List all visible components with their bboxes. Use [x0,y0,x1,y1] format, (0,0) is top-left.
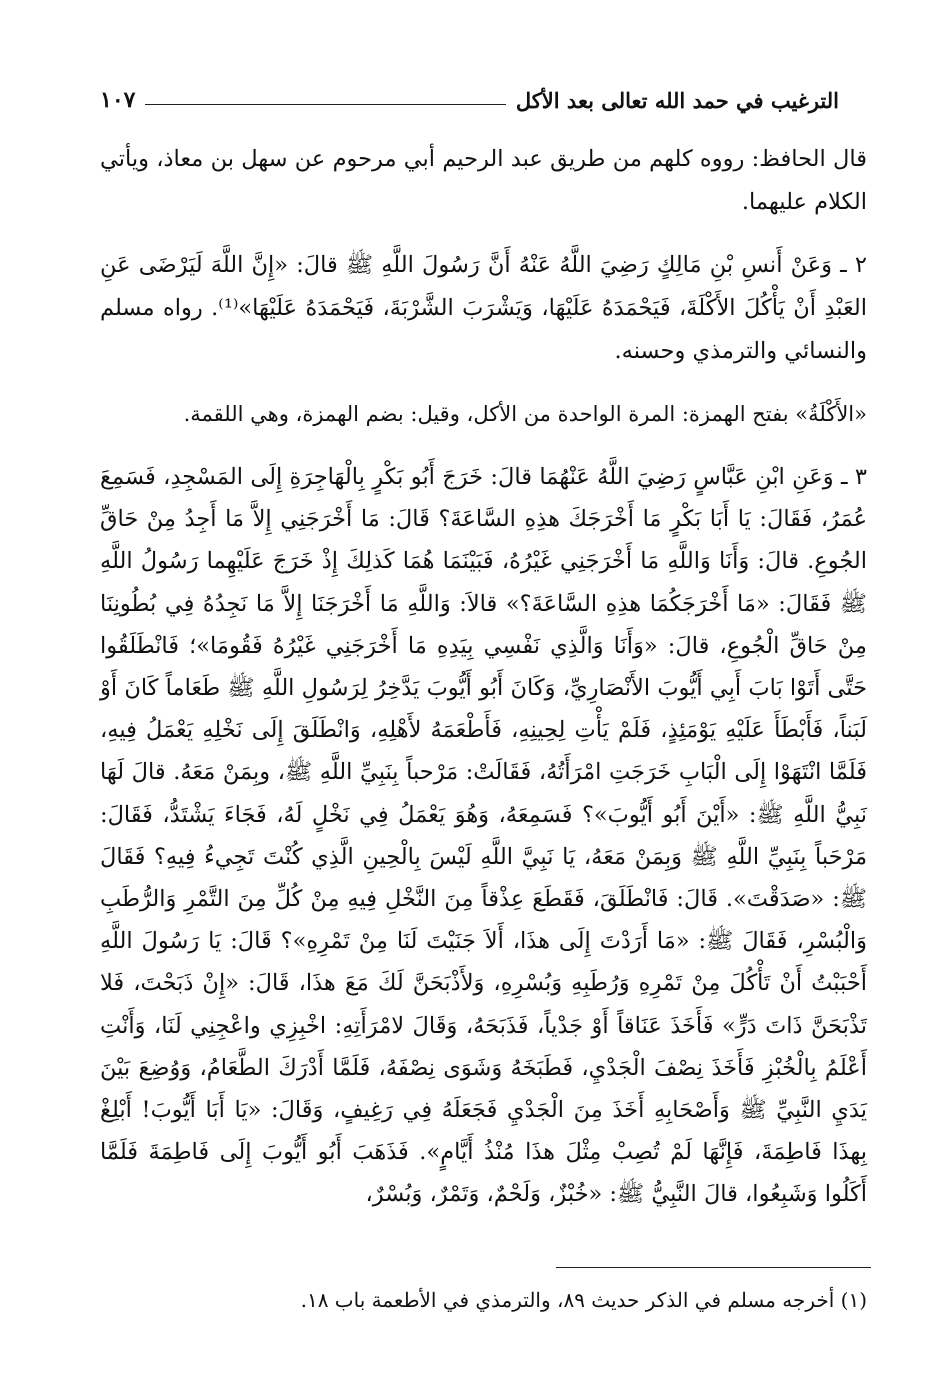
header-rule [145,104,505,105]
hafiz-note-paragraph: قال الحافظ: رووه كلهم من طريق عبد الرحيم أبي مرحوم عن سهل بن معاذ، ويأتي الكلام عليهما. [100,146,867,215]
page-number: ١٠٧ [100,87,136,113]
footnote: (١) أخرجه مسلم في الذكر حديث ٨٩، والترمذي في الأطعمة باب ١٨. [300,1288,867,1312]
gloss-paragraph: «الأَكْلَةُ» بفتح الهمزة: المرة الواحدة من الأكل، وقيل: بضم الهمزة، وهي اللقمة. [183,402,867,426]
body-text [100,138,867,1236]
running-title: الترغيب في حمد الله تعالى بعد الأكل [515,87,839,113]
hadith-2-paragraph: ٢ ـ وَعَنْ أَنسِ بْنِ مَالِكٍ رَضِيَ اللَّهُ عَنْهُ أَنَّ رَسُولَ اللَّهِ ﷺ قالَ: «إِنَّ اللَّهَ لَيَرْضَى عَنِ العَبْدِ أَنْ يَأْكُلَ الأَكْلَةَ، فَيَحْمَدَهُ عَلَيْهَا، وَيَشْرَبَ الشَّرْبَةَ، فَيَحْمَدَهُ عَلَيْهَا»⁽¹⁾. رواه مسلم والنسائي والترمذي وحسنه. [100,252,867,364]
hadith-3-paragraph: ٣ ـ وَعَنِ ابْنِ عَبَّاسٍ رَضِيَ اللَّهُ عَنْهُمَا قالَ: خَرَجَ أَبُو بَكْرٍ بِالْهَاجِرَةِ إِلَى المَسْجِدِ، فَسَمِعَ عُمَرُ، فَقَالَ: يَا أَبَا بَكْرٍ مَا أَخْرَجَكَ هذِهِ السَّاعَةَ؟ قَالَ: مَا أَخْرَجَنِي إِلاَّ مَا أَجِدُ مِنْ حَاقِّ الجُوعِ. قالَ: وَأَنَا وَاللَّهِ مَا أَخْرَجَنِي غَيْرُهُ، فَبَيْنَمَا هُمَا كَذلِكَ إِذْ خَرَجَ عَلَيْهِما رَسُولُ اللَّهِ ﷺ فَقَالَ: «مَا أَخْرَجَكُمَا هذِهِ السَّاعَةَ؟» قالاَ: وَاللَّهِ مَا أَخْرَجَنَا إِلاَّ مَا نَجِدُهُ فِي بُطُونِنَا مِنْ حَاقِّ الْجُوعِ، قالَ: «وَأَنَا وَالَّذِي نَفْسِي بِيَدِهِ مَا أَخْرَجَنِي غَيْرُهُ فَقُومَا»؛ فَانْطَلَقُوا حَتَّى أَتَوْا بَابَ أَبِي أَيُّوبَ الأَنْصَارِيِّ، وَكَانَ أَبُو أَيُّوبَ يَدَّخِرُ لِرَسُولِ اللَّهِ ﷺ طَعَاماً كَانَ أَوْ لَبَناً، فَأَبْطَأَ عَلَيْهِ يَوْمَئِذٍ، فَلَمْ يَأْتِ لِحِينِهِ، فَأَطْعَمَهُ لأَهْلِهِ، وَانْطَلَقَ إِلَى نَخْلِهِ يَعْمَلُ فِيهِ، فَلَمَّا انْتَهَوْا إِلَى الْبَابِ خَرَجَتِ امْرَأَتُهُ، فَقَالَتْ: مَرْحباً بِنَبِيِّ اللَّهِ ﷺ، وبِمَنْ مَعَهُ. قالَ لَهَا نَبِيُّ اللَّهِ ﷺ: «أَيْنَ أَبُو أَيُّوبَ»؟ فَسَمِعَهُ، وَهُوَ يَعْمَلُ فِي نَخْلٍ لَهُ، فَجَاءَ يَشْتَدُّ، فَقَالَ: مَرْحَباً بِنَبِيِّ اللَّهِ ﷺ وَبِمَنْ مَعَهُ، يَا نَبِيَّ اللَّهِ لَيْسَ بِالْحِينِ الَّذِي كُنْتَ تَجِيءُ فِيهِ؟ فَقَالَ ﷺ: «صَدَقْتَ». قَالَ: فَانْطَلَقَ، فَقَطَعَ عِذْقاً مِنَ النَّخْلِ فِيهِ مِنْ كُلِّ مِنَ التَّمْرِ وَالرُّطَبِ وَالْبُسْرِ، فَقَالَ ﷺ: «مَا أَرَدْتَ إِلَى هذَا، أَلاَ جَنَيْتَ لَنَا مِنْ تَمْرِهِ»؟ قَالَ: يَا رَسُولَ اللَّهِ أَحْبَبْتُ أَنْ تَأْكُلَ مِنْ تَمْرِهِ وَرُطَبِهِ وَبُسْرِهِ، وَلأَذْبَحَنَّ لَكَ مَعَ هذَا، قَالَ: «إِنْ ذَبَحْتَ، فَلا تَذْبَحَنَّ ذَاتَ دَرٍّ» فَأَخَذَ عَنَاقاً أَوْ جَدْياً، فَذَبَحَهُ، وَقَالَ لامْرَأَتِهِ: اخْبِزِي واعْجِنِي لَنَا، وَأَنْتِ أَعْلَمُ بِالْخُبْزِ فَأَخَذَ نِصْفَ الْجَدْيِ، فَطَبَخَهُ وَشَوَى نِصْفَهُ، فَلَمَّا أَدْرَكَ الطَّعَامُ، وَوُضِعَ بَيْنَ يَدَيِ النَّبِيِّ ﷺ وَأَصْحَابِهِ أَخَذَ مِنَ الْجَدْيِ فَجَعَلَهُ فِي رَغِيفٍ، وَقَالَ: «يَا أَبَا أَيُّوبَ! أَبْلِغْ بِهذَا فَاطِمَةَ، فَإِنَّهَا لَمْ تُصِبْ مِثْلَ هذَا مُنْذُ أَيَّامٍ». فَذَهَبَ أَبُو أَيُّوبَ إِلَى فَاطِمَةَ فَلَمَّا أَكَلُوا وَشَبِعُوا، قالَ النَّبِيُّ ﷺ: «خُبْزٌ، وَلَحْمٌ، وَتَمْرٌ، وَبُسْرٌ، [100,464,867,1208]
footnote-rule [556,1267,871,1268]
page-header [100,80,839,120]
